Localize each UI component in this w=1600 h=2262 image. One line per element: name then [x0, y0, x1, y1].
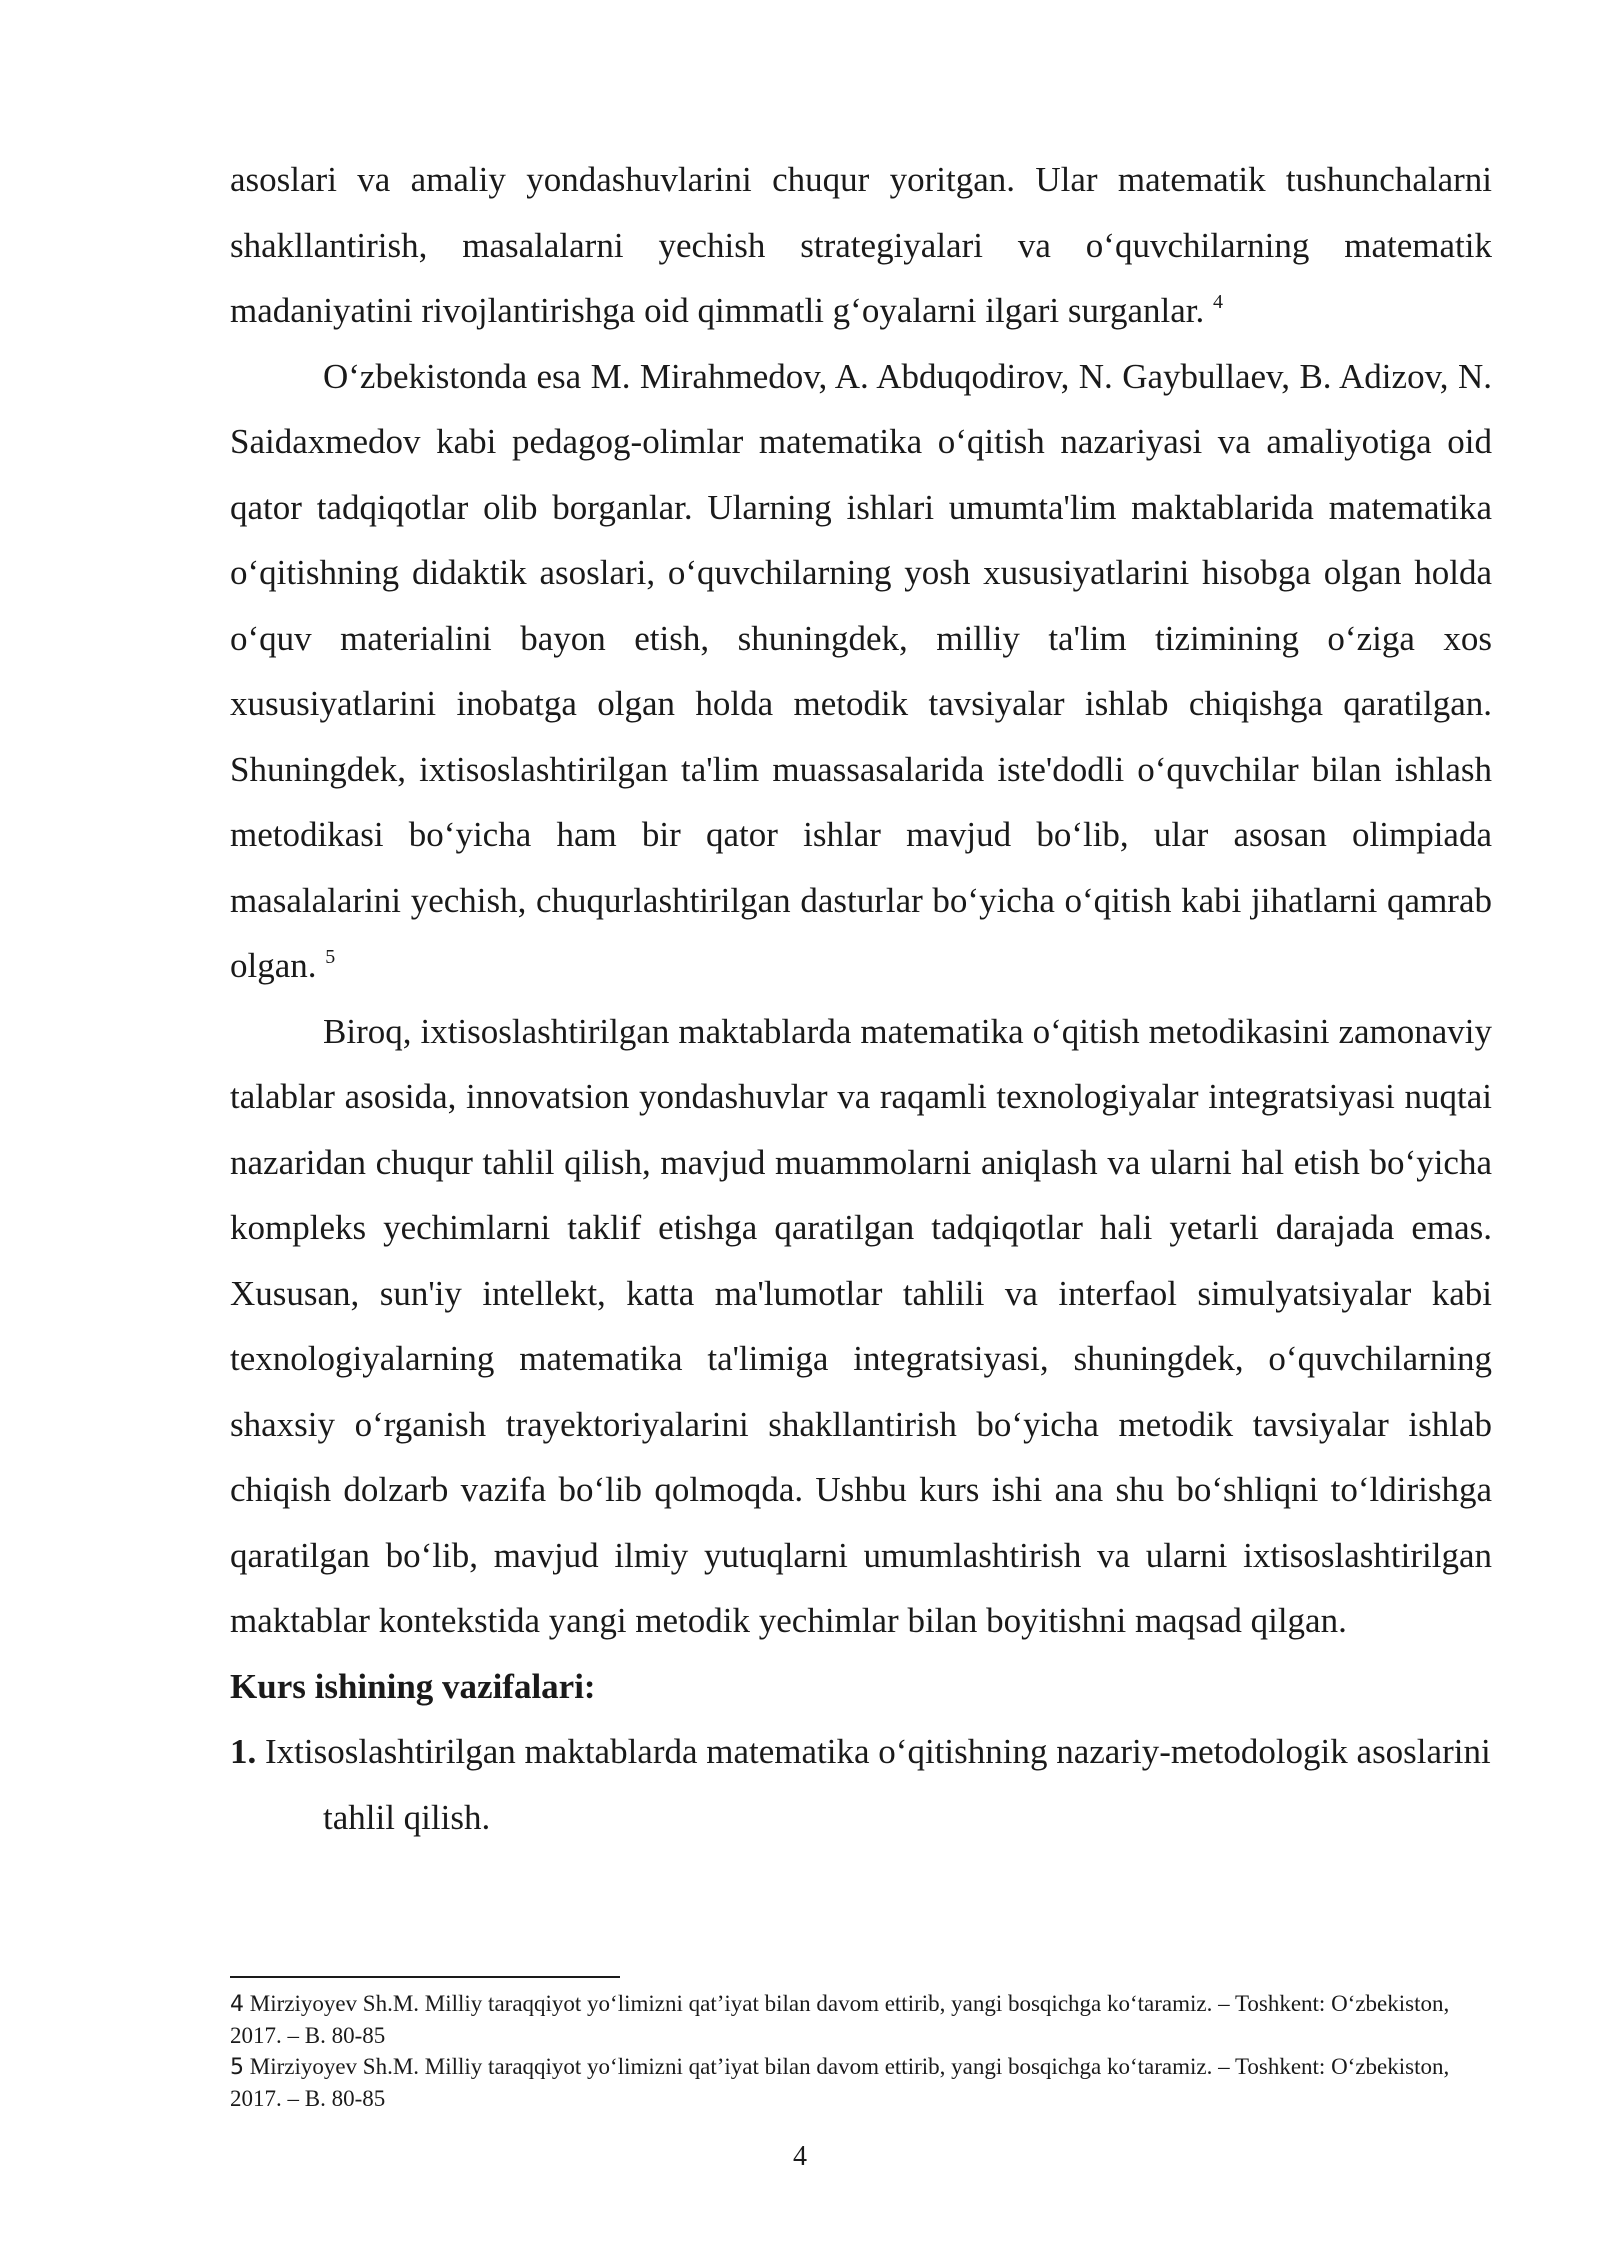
task-item-text: Ixtisoslashtirilgan maktablarda matematika o‘qitishning nazariy-metodologik asoslarini tahlil qilish. [265, 1732, 1491, 1837]
main-body [230, 147, 1492, 1850]
footnote-5 [230, 2051, 1470, 2114]
page-number: 4 [793, 2141, 807, 2172]
paragraph-2-text: O‘zbekistonda esa M. Mirahmedov, A. Abduqodirov, N. Gaybullaev, B. Adizov, N. Saidaxmedov kabi pedagog-olimlar matematika o‘qitish nazariyasi va amaliyotiga oid qator tadqiqotlar olib borganlar. Ularning ishlari umumta'lim maktablarida matematika o‘qitishning didaktik asoslari, o‘quvchilarning yosh xususiyatlarini hisobga olgan holda o‘quv materialini bayon etish, shuningdek, milliy ta'lim tizimining o‘ziga xos xususiyatlarini inobatga olgan holda metodik tavsiyalar ishlab chiqishga qaratilgan. Shuningdek, ixtisoslashtirilgan ta'lim muassasalarida iste'dodli o‘quvchilar bilan ishlash metodikasi bo‘yicha ham bir qator ishlar mavjud bo‘lib, ular asosan olimpiada masalalarini yechish, chuqurlashtirilgan dasturlar bo‘yicha o‘qitish kabi jihatlarni qamrab olgan. [230, 356, 1492, 985]
footnote-number: 4 [230, 1992, 244, 2017]
footnote-number: 5 [230, 2055, 244, 2080]
footnote-text: Mirziyoyev Sh.M. Milliy taraqqiyot yo‘limizni qat’iyat bilan davom ettirib, yangi bosqichga ko‘taramiz. – Toshkent: O‘zbekiston, 2017. – B. 80-85 [230, 1991, 1450, 2048]
footnote-text: Mirziyoyev Sh.M. Milliy taraqqiyot yo‘limizni qat’iyat bilan davom ettirib, yangi bosqichga ko‘taramiz. – Toshkent: O‘zbekiston, 2017. – B. 80-85 [230, 2054, 1450, 2111]
paragraph-1-text: asoslari va amaliy yondashuvlarini chuqur yoritgan. Ular matematik tushunchalarni shakllantirish, masalalarni yechish strategiyalari va o‘quvchilarning matematik madaniyatini rivojlantirishga oid qimmatli g‘oyalarni ilgari surganlar. [230, 160, 1492, 330]
footnote-4 [230, 1988, 1470, 2051]
task-item-number: 1. [230, 1732, 257, 1771]
tasks-heading: Kurs ishining vazifalari: [230, 1666, 596, 1706]
footnotes [230, 1988, 1470, 2114]
footnote-ref-5[interactable]: 5 [325, 946, 336, 968]
task-item-1 [230, 1719, 1492, 1850]
paragraph-2 [230, 344, 1492, 999]
paragraph-1 [230, 147, 1492, 344]
footnote-ref-4[interactable]: 4 [1213, 291, 1224, 313]
paragraph-3: Biroq, ixtisoslashtirilgan maktablarda matematika o‘qitish metodikasini zamonaviy talablar asosida, innovatsion yondashuvlar va raqamli texnologiyalar integratsiyasi nuqtai nazaridan chuqur tahlil qilish, mavjud muammolarni aniqlash va ularni hal etish bo‘yicha kompleks yechimlarni taklif etishga qaratilgan tadqiqotlar hali yetarli darajada emas. Xususan, sun'iy intellekt, katta ma'lumotlar tahlili va interfaol simulyatsiyalar kabi texnologiyalarning matematika ta'limiga integratsiyasi, shuningdek, o‘quvchilarning shaxsiy o‘rganish trayektoriyalarini shakllantirish bo‘yicha metodik tavsiyalar ishlab chiqish dolzarb vazifa bo‘lib qolmoqda. Ushbu kurs ishi ana shu bo‘shliqni to‘ldirishga qaratilgan bo‘lib, mavjud ilmiy yutuqlarni umumlashtirish va ularni ixtisoslashtirilgan maktablar kontekstida yangi metodik yechimlar bilan boyitishni maqsad qilgan. [230, 1011, 1492, 1640]
footnote-separator [230, 1976, 620, 1978]
